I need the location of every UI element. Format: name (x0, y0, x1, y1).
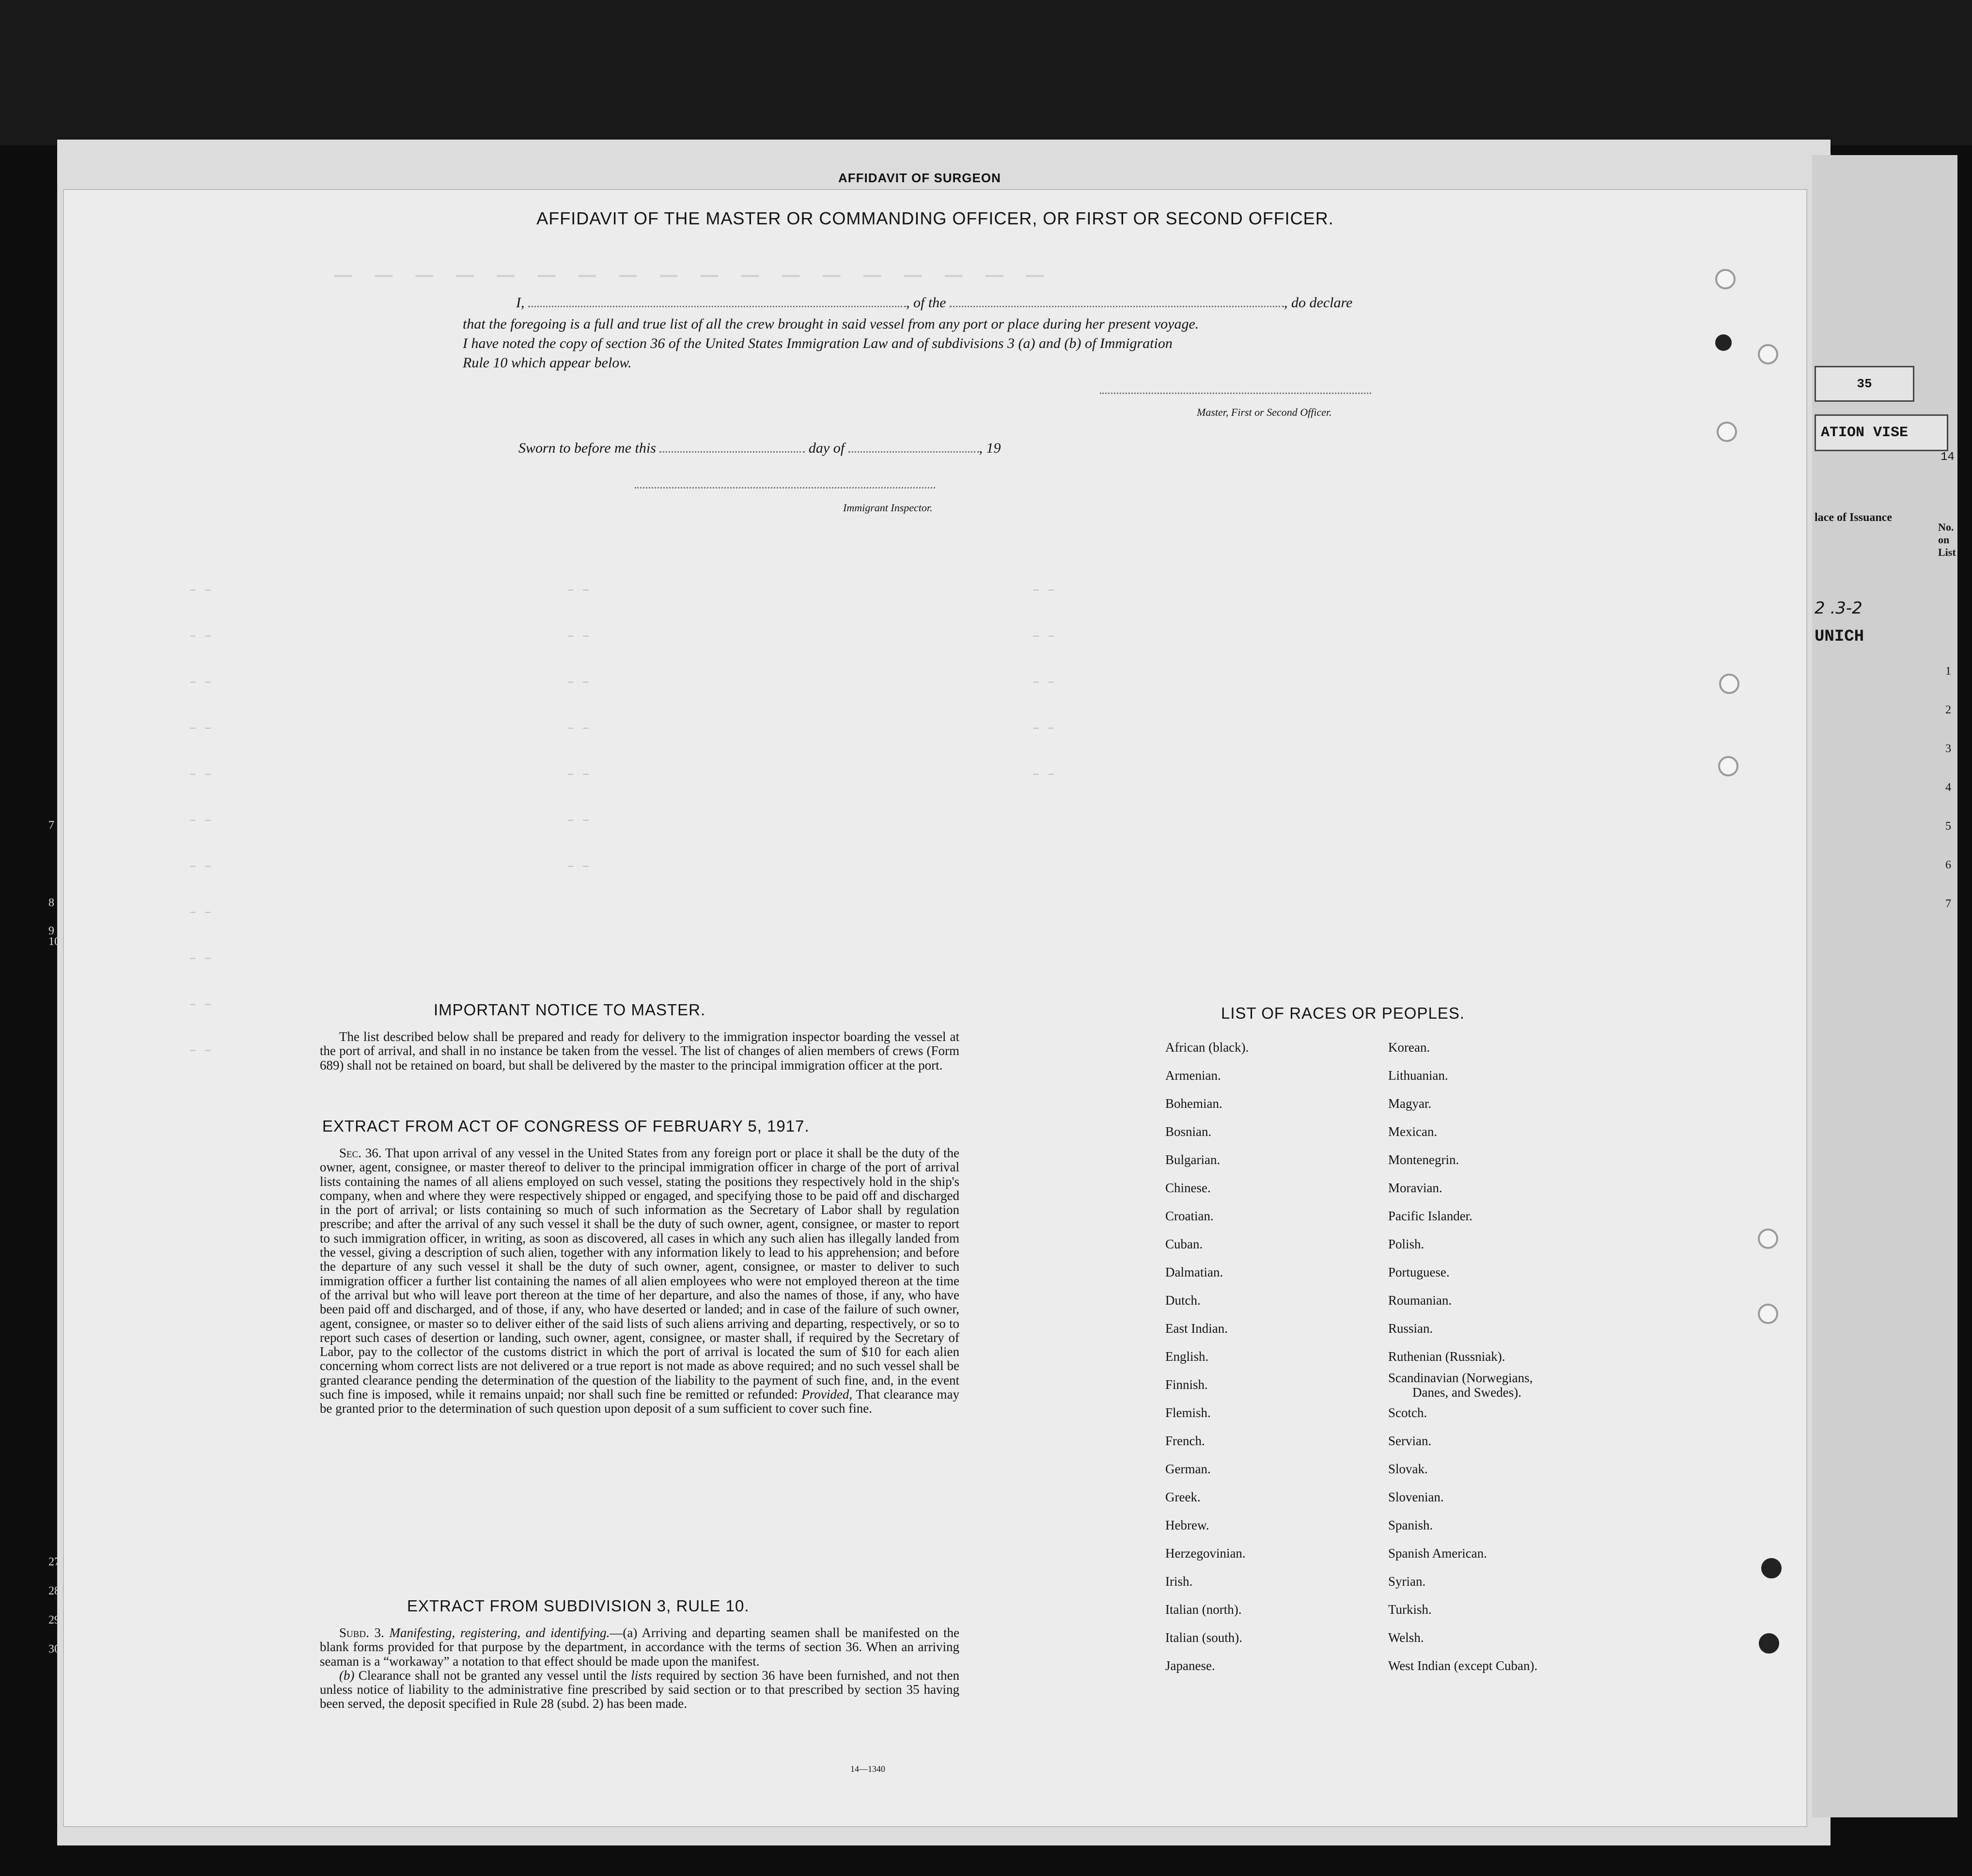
binder-hole (1717, 422, 1737, 442)
side-row-numbers (1945, 652, 1951, 923)
para-b-part-2: required by section 36 have been furnished, and not then unless notice of liability to the administrative fine prescribed by said section or to that prescribed by section 35 having been served, the deposit specified in Rule 28 (subd. 2) has been made. (320, 1668, 960, 1711)
binder-hole (1759, 1633, 1779, 1654)
declaration-line-1 (516, 295, 1352, 311)
side-row-number: 1 (1945, 665, 1951, 678)
rule-para-a (320, 1626, 959, 1669)
margin-number: 27 (48, 1556, 60, 1568)
race-item: Chinese. (1165, 1181, 1211, 1195)
para-b-lists: lists (631, 1668, 652, 1683)
margin-number: 9 (48, 925, 54, 937)
para-b-part-1: Clearance shall not be granted any vessel until the (358, 1668, 627, 1683)
subd-para-a: —(a) Arriving and departing seamen shall be manifested on the blank forms provided for that purpose by the department, in accordance with the terms of section 36. When an arriving seaman is a “workaway” a notation to that effect should be made upon the manifest. (320, 1625, 959, 1669)
sworn-text: Sworn to before me this (518, 440, 656, 456)
side-col-number: 35 (1815, 366, 1914, 402)
declaration-do-declare: , do declare (1284, 295, 1353, 311)
side-no-label (1938, 521, 1956, 559)
rule-heading: EXTRACT FROM SUBDIVISION 3, RULE 10. (407, 1597, 750, 1615)
binder-hole (1715, 269, 1736, 289)
declaration-line-4: Rule 10 which appear below. (463, 355, 632, 371)
side-row-number: 6 (1945, 859, 1951, 871)
act-heading: EXTRACT FROM ACT OF CONGRESS OF FEBRUARY 5, 1917. (322, 1117, 810, 1135)
race-item: Russian. (1388, 1321, 1433, 1336)
surgeon-header: AFFIDAVIT OF SURGEON (838, 171, 1001, 185)
race-item: Croatian. (1165, 1209, 1214, 1223)
side-no-line-1: No. (1938, 521, 1954, 533)
race-item: Roumanian. (1388, 1293, 1452, 1308)
notice-heading: IMPORTANT NOTICE TO MASTER. (434, 1001, 706, 1019)
race-item: Scandinavian (Norwegians, (1388, 1371, 1533, 1385)
subd-label: Subd. 3. (339, 1625, 384, 1640)
races-heading: LIST OF RACES OR PEOPLES. (1221, 1004, 1465, 1022)
side-row-number: 4 (1945, 781, 1951, 794)
race-item: Finnish. (1165, 1377, 1208, 1392)
side-handwritten-date: 2 .3-2 (1815, 599, 1862, 618)
side-vise-number: 14 (1941, 451, 1955, 464)
race-item: Greek. (1165, 1490, 1201, 1504)
name-blank[interactable] (528, 306, 906, 307)
race-item: Dalmatian. (1165, 1265, 1223, 1279)
declaration-line-3: I have noted the copy of section 36 of the United States Immigration Law and of subdivisions 3 (a) and (b) of Immigration (463, 335, 1173, 351)
rule-para-b (320, 1669, 959, 1711)
binder-hole (1715, 334, 1732, 351)
margin-number: 8 (48, 897, 54, 909)
race-item: German. (1165, 1462, 1211, 1476)
race-item: Mexican. (1388, 1124, 1438, 1139)
vessel-blank[interactable] (950, 306, 1284, 307)
race-item: Polish. (1388, 1237, 1424, 1251)
race-item: East Indian. (1165, 1321, 1228, 1336)
side-city: UNICH (1815, 628, 1864, 646)
inspector-caption: Immigrant Inspector. (843, 502, 933, 514)
sworn-month-blank[interactable] (848, 451, 979, 453)
declaration-i: I, (516, 295, 525, 311)
race-item: Slovenian. (1388, 1490, 1444, 1504)
margin-number: 28 (48, 1585, 60, 1597)
sec-label: Sec. 36. (339, 1146, 382, 1160)
inspector-signature-line[interactable] (635, 487, 935, 489)
race-item: Bosnian. (1165, 1124, 1212, 1139)
race-item: Lithuanian. (1388, 1068, 1448, 1083)
binder-hole (1758, 344, 1778, 364)
declaration-line-2: that the foregoing is a full and true list of all the crew brought in said vessel from any port or place during her present voyage. (463, 316, 1199, 332)
binder-hole (1758, 1304, 1778, 1324)
year-text: , 19 (979, 440, 1001, 456)
race-item: English. (1165, 1349, 1209, 1364)
race-item: Montenegrin. (1388, 1152, 1459, 1167)
affidavit-title: AFFIDAVIT OF THE MASTER OR COMMANDING OFFICER, OR FIRST OR SECOND OFFICER. (536, 208, 1334, 228)
race-item: African (black). (1165, 1040, 1249, 1055)
margin-number: 29 (48, 1614, 60, 1626)
race-item: Dutch. (1165, 1293, 1201, 1308)
proviso-text: That clearance may be granted prior to the determination of such question upon deposit of a sum sufficient to cover such fine. (320, 1387, 960, 1416)
race-item: Herzegovinian. (1165, 1546, 1246, 1561)
form-number: 14—1340 (850, 1764, 885, 1774)
sec-body: That upon arrival of any vessel in the United States from any foreign port or place it shall be the duty of the owner, agent, consignee, or master thereof to deliver to the principal immigration officer in charge of the port of arrival lists containing the names of all aliens employed on such vessel, stating the positions they respectively hold in the ship's company, when and where they were respectively shipped or engaged, and specifying those to be paid off and discharged in the port of arrival; or lists containing so much of such information as the Secretary of Labor shall by regulation prescribe; and after the arrival of any such vessel it shall be the duty of such owner, agent, consignee, or master to report to such immigration officer, in writing, as soon as discovered, all cases in which any such alien has illegally landed from the vessel, giving a description of such alien, together with any information likely to lead to his apprehension; and before the departure of any such vessel it shall be the duty of such owner, agent, consignee, or master to deliver to such immigration officer a further list containing the names of all alien employees who were not employed thereon at the time of the arrival but who will leave port thereon at the time of her departure, and also the names of those, if any, who have been paid off and discharged, and of those, if any, who have deserted or landed; and in case of the failure of such owner, agent, consignee, or master so to deliver either of the said lists of such aliens arriving and departing, respectively, or so to report such cases of desertion or landing, such owner, agent, consignee, or master shall, if required by the Secretary of Labor, pay to the collector of the customs district in which the port of arrival is located the sum of $10 for each alien concerning whom correct lists are not delivered or a true report is not made as above required; and no such vessel shall be granted clearance pending the determination of the question of the liability to the payment of such fine, and, in the event such fine is imposed, while it remains unpaid; nor shall such fine be remitted or refunded: (320, 1146, 959, 1402)
affidavit-page (63, 189, 1807, 1827)
race-item: Servian. (1388, 1434, 1432, 1448)
race-item: Spanish. (1388, 1518, 1433, 1532)
binder-hole (1761, 1558, 1782, 1578)
act-text (320, 1146, 959, 1416)
declaration-of-the: , of the (906, 295, 946, 311)
margin-number: 10 (48, 935, 60, 948)
race-item: West Indian (except Cuban). (1388, 1658, 1538, 1673)
proviso-label: Provided, (801, 1387, 853, 1402)
rule-text (320, 1626, 959, 1711)
race-item: Bohemian. (1165, 1096, 1222, 1111)
race-item: Turkish. (1388, 1602, 1432, 1617)
side-row-number: 7 (1945, 898, 1951, 910)
race-item: Syrian. (1388, 1574, 1426, 1589)
race-item: Ruthenian (Russniak). (1388, 1349, 1505, 1364)
margin-number: 30 (48, 1643, 60, 1655)
race-item: Scotch. (1388, 1405, 1427, 1420)
scan-background (0, 0, 1972, 145)
para-b-label: (b) (339, 1668, 355, 1683)
side-no-line-3: List (1938, 546, 1956, 558)
race-item: Pacific Islander. (1388, 1209, 1472, 1223)
sworn-day-blank[interactable] (659, 451, 805, 453)
race-item: Hebrew. (1165, 1518, 1209, 1532)
race-item: Bulgarian. (1165, 1152, 1221, 1167)
race-item: French. (1165, 1434, 1205, 1448)
race-item: Armenian. (1165, 1068, 1221, 1083)
subd-title: Manifesting, registering, and identifying. (389, 1625, 610, 1640)
bleed-through-title: — — — — — — — — — — — — — — — — — — (334, 259, 1047, 292)
race-item: Italian (north). (1165, 1602, 1242, 1617)
side-no-line-2: on (1938, 534, 1950, 546)
side-place-label: lace of Issuance (1815, 511, 1892, 524)
race-item: Irish. (1165, 1574, 1193, 1589)
side-row-number: 3 (1945, 742, 1951, 755)
race-item: Welsh. (1388, 1630, 1424, 1645)
race-item: Magyar. (1388, 1096, 1432, 1111)
margin-number: 7 (48, 819, 54, 832)
side-row-number: 5 (1945, 820, 1951, 833)
race-item: Slovak. (1388, 1462, 1428, 1476)
day-of-text: day of (808, 440, 845, 456)
binder-hole (1718, 756, 1738, 776)
race-item: Moravian. (1388, 1181, 1442, 1195)
race-item: Flemish. (1165, 1405, 1211, 1420)
side-vise-label: ATION VISE (1815, 414, 1948, 451)
binder-hole (1719, 674, 1739, 694)
notice-text: The list described below shall be prepared and ready for delivery to the immigration inspector boarding the vessel at the port of arrival, and shall in no instance be taken from the vessel. The list of changes of alien members of crews (Form 689) shall not be retained on board, but shall be delivered by the master to the principal immigration officer at the port. (320, 1029, 959, 1072)
race-item: Japanese. (1165, 1658, 1215, 1673)
sworn-line (518, 440, 1001, 457)
side-strip (1815, 366, 1957, 1335)
bleed-through-dashes: – – – – – – – – – – – – – – – – – – – – – – – – – – – – – – – – – – – – – – – – – – – – – – (189, 583, 1055, 1057)
master-signature-line[interactable] (1100, 393, 1371, 394)
race-item: Cuban. (1165, 1237, 1203, 1251)
race-item: Portuguese. (1388, 1265, 1450, 1279)
side-row-number: 2 (1945, 704, 1951, 716)
binder-hole (1758, 1229, 1778, 1249)
master-caption: Master, First or Second Officer. (1197, 406, 1332, 418)
race-item: Korean. (1388, 1040, 1430, 1055)
race-item-continuation: Danes, and Swedes). (1412, 1385, 1521, 1400)
race-item: Spanish American. (1388, 1546, 1487, 1561)
race-item: Italian (south). (1165, 1630, 1242, 1645)
